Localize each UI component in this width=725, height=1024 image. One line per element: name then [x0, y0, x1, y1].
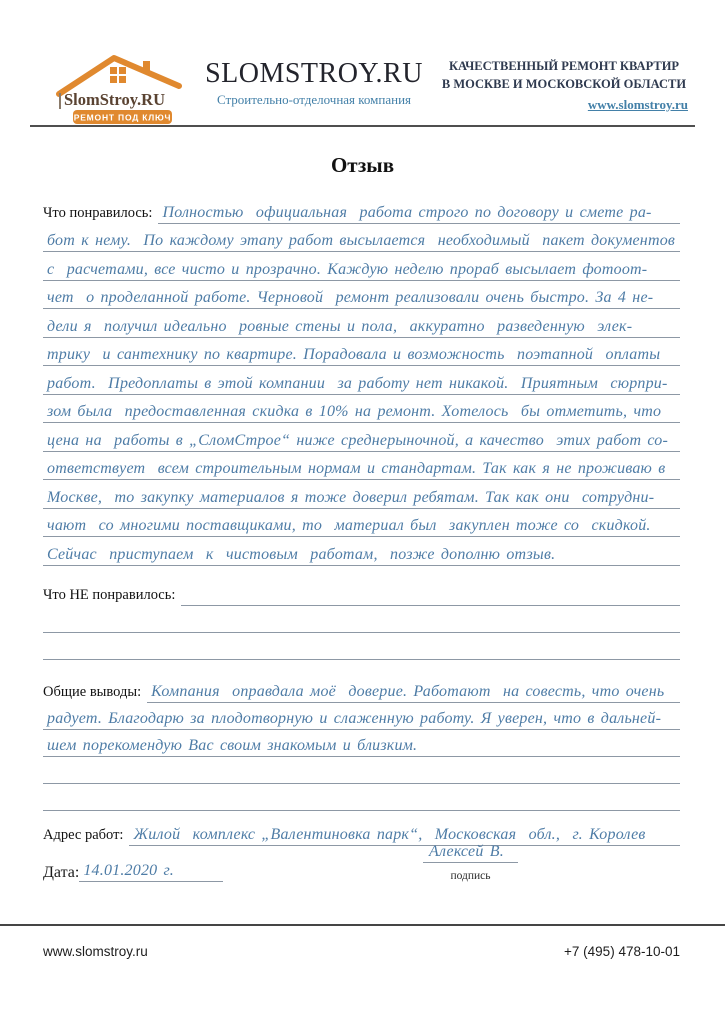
- date-signature-row: [43, 842, 680, 882]
- liked-label: Что понравилось:: [43, 204, 153, 221]
- liked-line: Сейчас приступаем к чистовым работам, позже дополню отзыв.: [43, 547, 680, 566]
- liked-line: чают со многими поставщиками, то материал был закуплен тоже со скидкой.: [43, 518, 680, 537]
- liked-section: [43, 195, 680, 566]
- company-slogan-line2: В МОСКВЕ И МОСКОВСКОЙ ОБЛАСТИ: [441, 76, 687, 91]
- liked-line: бот к нему. По каждому этапу работ высылается необходимый пакет документов: [43, 233, 680, 252]
- date-value: 14.01.2020 г.: [79, 863, 223, 882]
- liked-line: зом была предоставленная скидка в 10% на ремонт. Хотелось бы отметить, что: [43, 404, 680, 423]
- conclusions-blank-line: [43, 809, 680, 811]
- company-name: SLOMSTROY.RU: [205, 58, 423, 89]
- disliked-blank-line: [43, 631, 680, 633]
- disliked-label: Что НЕ понравилось:: [43, 586, 176, 603]
- liked-line: Москве, то закупку материалов я тоже доверил ребятам. Так как они сотрудни-: [43, 490, 680, 509]
- liked-line: цена на работы в „СломСтрое“ ниже среднерыночной, а качество этих работ со-: [43, 433, 680, 452]
- house-logo-icon: [55, 52, 190, 126]
- address-value: Жилой комплекс „Валентиновка парк“, Московская обл., г. Королев: [129, 827, 680, 846]
- disliked-blank-line: [43, 658, 680, 660]
- page-title: Отзыв: [330, 153, 395, 177]
- company-brand-block: [190, 52, 438, 108]
- liked-line: работ. Предоплаты в этой компании за работу нет никакой. Приятным сюрпри-: [43, 376, 680, 395]
- company-logo: [55, 52, 190, 131]
- liked-line: ответствует всем строительным нормам и стандартам. Так как я не проживаю в: [43, 461, 680, 480]
- logo-tagline-badge: РЕМОНТ ПОД КЛЮЧ: [73, 112, 172, 123]
- liked-line: с расчетами, все чисто и прозрачно. Каждую неделю прораб высылает фотоот-: [43, 262, 680, 281]
- conclusions-blank-line: [43, 782, 680, 784]
- letterhead: [0, 0, 725, 125]
- conclusions-section: [43, 676, 680, 811]
- website-link[interactable]: www.slomstroy.ru: [587, 97, 688, 112]
- disliked-section: [43, 580, 680, 660]
- disliked-blank-line: [181, 604, 680, 606]
- company-subtitle: Строительно-отделочная компания: [216, 92, 412, 107]
- signature-block: [423, 844, 518, 882]
- conclusions-line: Компания оправдала моё доверие. Работают на совесть, что очень: [147, 684, 680, 703]
- liked-line: Полностью официальная работа строго по договору и смете ра-: [158, 205, 680, 224]
- signature-caption: подпись: [450, 869, 491, 882]
- date-label: Дата:: [43, 863, 80, 881]
- conclusions-label: Общие выводы:: [43, 683, 142, 700]
- conclusions-line: радует. Благодарю за плодотворную и слаженную работу. Я уверен, что в дальней-: [43, 711, 680, 730]
- company-info-block: [438, 52, 690, 114]
- date-field: [43, 863, 223, 882]
- company-slogan-line1: КАЧЕСТВЕННЫЙ РЕМОНТ КВАРТИР: [448, 59, 680, 73]
- liked-line: трику и сантехнику по квартире. Порадовала и возможность поэтапной оплаты: [43, 347, 680, 366]
- address-label: Адрес работ:: [43, 826, 124, 843]
- signature-value: Алексей В.: [423, 844, 518, 863]
- conclusions-line: шем порекомендую Вас своим знакомым и близким.: [43, 738, 680, 757]
- liked-line: дели я получил идеально ровные стены и пола, аккуратно разведенную элек-: [43, 319, 680, 338]
- liked-line: чет о проделанной работе. Черновой ремонт реализовали очень быстро. За 4 не-: [43, 290, 680, 309]
- review-form-body: [0, 195, 725, 882]
- logo-brand-text: SlomStroy.RU: [64, 90, 165, 109]
- address-section: [43, 819, 680, 846]
- footer-phone: +7 (495) 478-10-01: [564, 944, 680, 959]
- footer-website: www.slomstroy.ru: [43, 944, 148, 959]
- page-footer: [0, 924, 725, 959]
